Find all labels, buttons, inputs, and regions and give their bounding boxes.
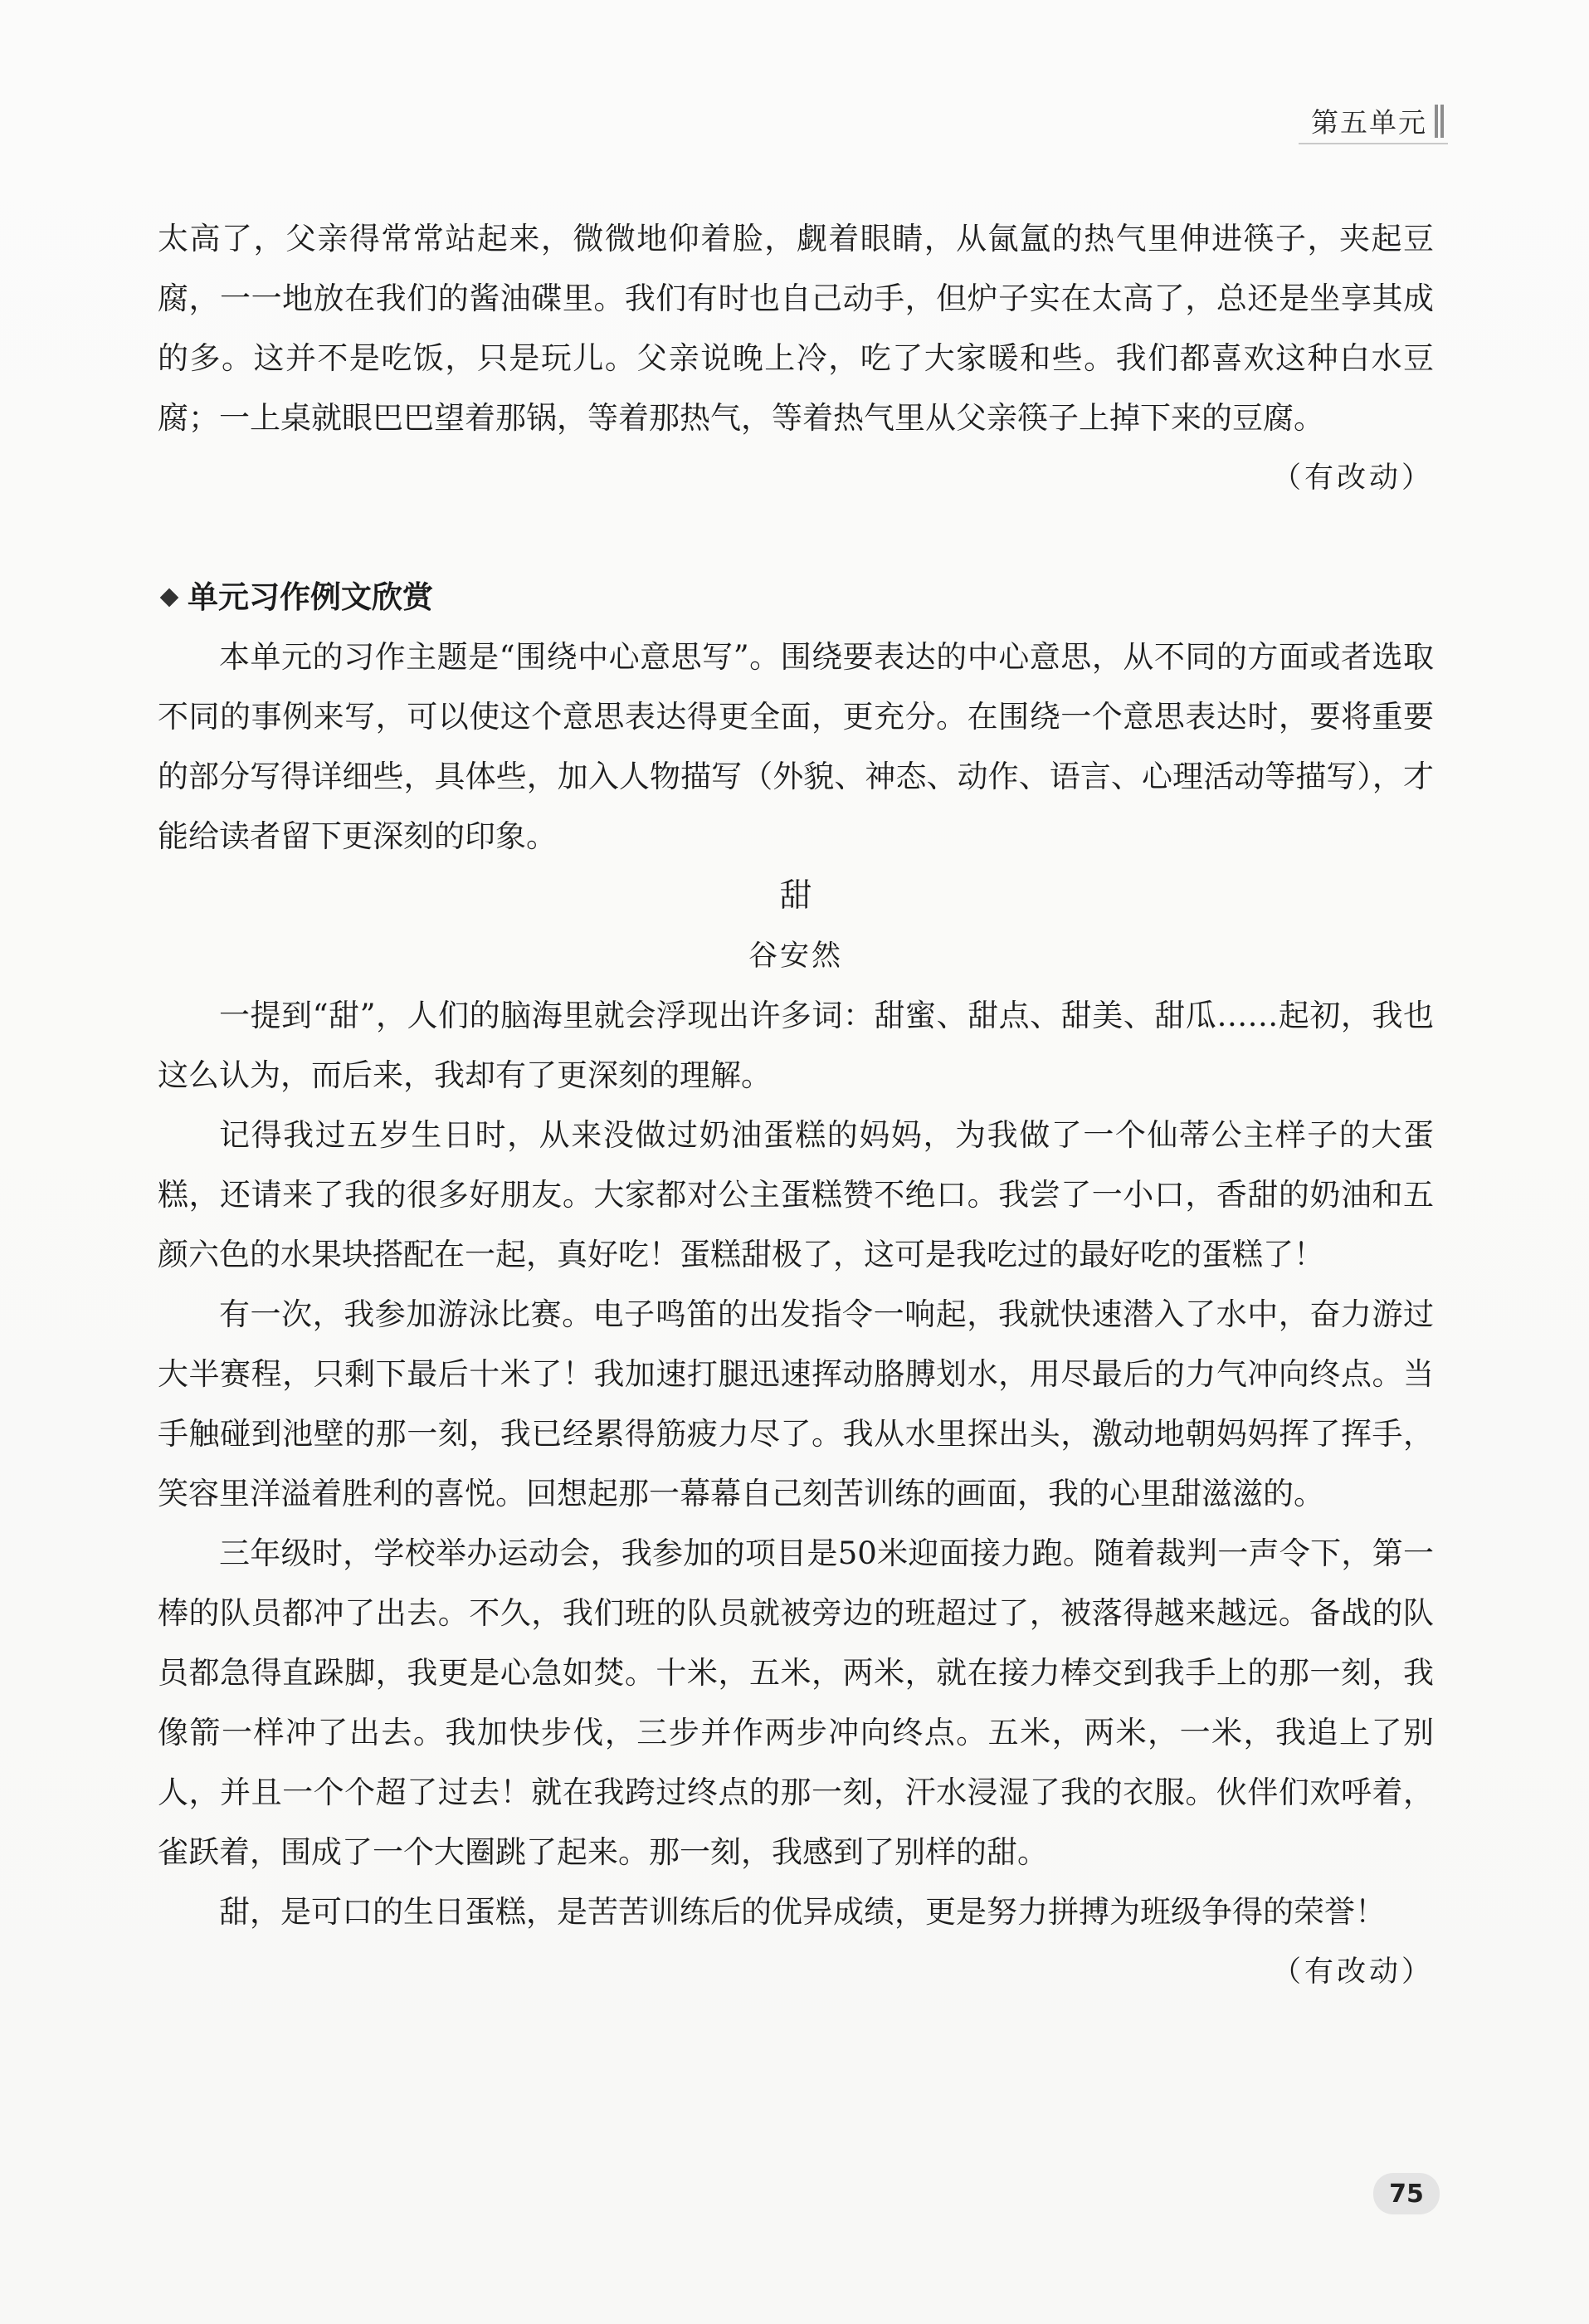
section-heading <box>158 568 1434 627</box>
essay-paragraph-1: 一提到“甜”，人们的脑海里就会浮现出许多词：甜蜜、甜点、甜美、甜瓜……起初，我也这么认为，而后来，我却有了更深刻的理解。 <box>158 998 1434 1093</box>
header-rule <box>1299 143 1448 144</box>
page-number: 75 <box>1373 2173 1440 2214</box>
passage-revision-note: （有改动） <box>1271 461 1434 495</box>
section-intro: 本单元的习作主题是“围绕中心意思写”。围绕要表达的中心意思，从不同的方面或者选取不同的事例来写，可以使这个意思表达得更全面，更充分。在围绕一个意思表达时，要将重要的部分写得详细些，具体些，加入人物描写（外貌、神态、动作、语言、心理活动等描写），才能给读者留下更深刻的印象。 <box>158 639 1434 854</box>
section-heading-text: 单元习作例文欣赏 <box>188 579 433 615</box>
diamond-bullet-icon <box>160 588 179 608</box>
essay-paragraph-2: 记得我过五岁生日时，从来没做过奶油蛋糕的妈妈，为我做了一个仙蒂公主样子的大蛋糕，还请来了我的很多好朋友。大家都对公主蛋糕赞不绝口。我尝了一小口，香甜的奶油和五颜六色的水果块搭配在一起，真好吃！蛋糕甜极了，这可是我吃过的最好吃的蛋糕了！ <box>158 1117 1434 1272</box>
essay-revision-note: （有改动） <box>1271 1955 1434 1989</box>
unit-label: 第五单元 <box>1311 106 1427 139</box>
essay-paragraph-3: 有一次，我参加游泳比赛。电子鸣笛的出发指令一响起，我就快速潜入了水中，奋力游过大半赛程，只剩下最后十米了！我加速打腿迅速挥动胳膊划水，用尽最后的力气冲向终点。当手触碰到池壁的那一刻，我已经累得筋疲力尽了。我从水里探出头，激动地朝妈妈挥了挥手，笑容里洋溢着胜利的喜悦。回想起那一幕幕自己刻苦训练的画面，我的心里甜滋滋的。 <box>158 1296 1434 1511</box>
page-content <box>158 209 1434 2002</box>
unit-bars-decoration <box>1432 105 1444 138</box>
essay-title: 甜 <box>779 877 812 915</box>
unit-header <box>1311 101 1444 140</box>
passage-continued-text: 太高了，父亲得常常站起来，微微地仰着脸，觑着眼睛，从氤氲的热气里伸进筷子，夹起豆腐，一一地放在我们的酱油碟里。我们有时也自己动手，但炉子实在太高了，总还是坐享其成的多。这并不是吃饭，只是玩儿。父亲说晚上冷，吃了大家暖和些。我们都喜欢这种白水豆腐；一上桌就眼巴巴望着那锅，等着那热气，等着热气里从父亲筷子上掉下来的豆腐。 <box>158 221 1434 436</box>
essay-paragraph-5: 甜，是可口的生日蛋糕，是苦苦训练后的优异成绩，更是努力拼搏为班级争得的荣誉！ <box>219 1894 1386 1930</box>
essay-author: 谷安然 <box>748 940 843 973</box>
essay-paragraph-4: 三年级时，学校举办运动会，我参加的项目是50米迎面接力跑。随着裁判一声令下，第一棒的队员都冲了出去。不久，我们班的队员就被旁边的班超过了，被落得越来越远。备战的队员都急得直跺脚，我更是心急如焚。十米，五米，两米，就在接力棒交到我手上的那一刻，我像箭一样冲了出去。我加快步伐，三步并作两步冲向终点。五米，两米，一米，我追上了别人，并且一个个超了过去！就在我跨过终点的那一刻，汗水浸湿了我的衣服。伙伴们欢呼着，雀跃着，围成了一个大圈跳了起来。那一刻，我感到了别样的甜。 <box>158 1536 1434 1870</box>
